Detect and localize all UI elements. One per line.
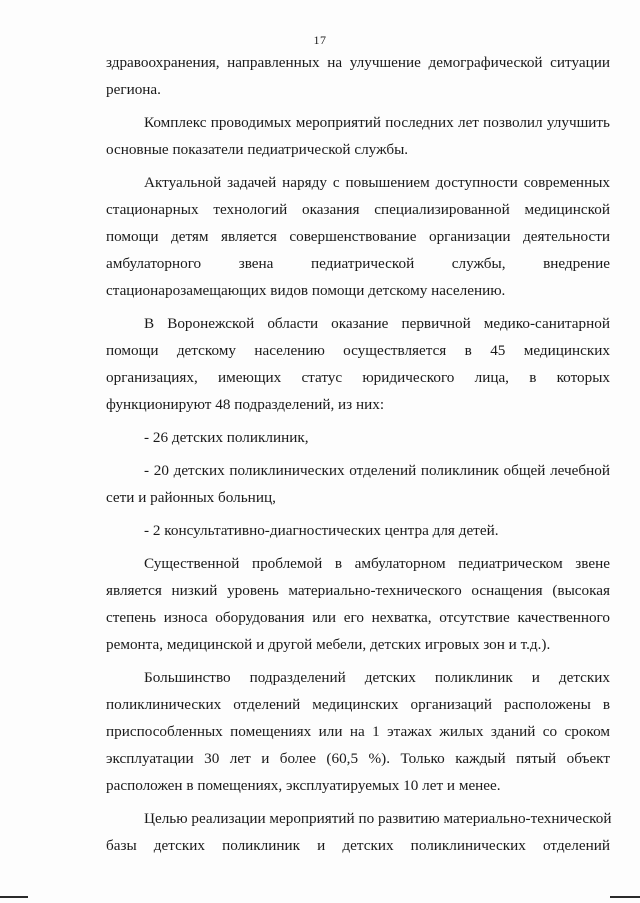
text-line: Целью реализации мероприятий по развитию материально-технической: [144, 810, 612, 827]
text-line: Актуальной задачей наряду с повышением доступности современных: [144, 174, 610, 191]
document-body: [106, 49, 610, 859]
text-line: региона.: [106, 81, 161, 98]
scan-artifact: [610, 896, 640, 898]
text-line: амбулаторного звена педиатрической службы, внедрение: [106, 255, 610, 272]
text-line: функционируют 48 подразделений, из них:: [106, 396, 385, 413]
text-line: Большинство подразделений детских поликлиник и детских: [144, 669, 610, 686]
text-line: помощи детям является совершенствование организации деятельности: [106, 228, 610, 245]
text-line: В Воронежской области оказание первичной медико-санитарной: [144, 315, 610, 332]
text-line: сети и районных больниц,: [106, 489, 276, 506]
scan-artifact: [0, 896, 28, 898]
text-line: ремонта, медицинской и другой мебели, детских игровых зон и т.д.).: [106, 636, 551, 653]
page-number: 17: [313, 33, 327, 47]
text-line: приспособленных помещениях или на 1 этажах жилых зданий со сроком: [106, 723, 610, 740]
text-line: стационарозамещающих видов помощи детскому населению.: [106, 282, 506, 299]
text-line: стационарных технологий оказания специализированной медицинской: [106, 201, 610, 218]
text-line: является низкий уровень материально-технического оснащения (высокая: [106, 582, 610, 599]
text-line: базы детских поликлиник и детских поликлинических отделений: [106, 837, 610, 854]
text-line: эксплуатации 30 лет и более (60,5 %). Только каждый пятый объект: [106, 750, 610, 767]
text-line: здравоохранения, направленных на улучшение демографической ситуации: [106, 54, 610, 71]
text-line: - 26 детских поликлиник,: [144, 429, 309, 446]
text-line: Комплекс проводимых мероприятий последних лет позволил улучшить: [144, 114, 610, 131]
text-line: основные показатели педиатрической службы.: [106, 141, 409, 158]
text-line: Существенной проблемой в амбулаторном педиатрическом звене: [144, 555, 610, 572]
text-line: помощи детскому населению осуществляется в 45 медицинских: [106, 342, 610, 359]
text-line: - 2 консультативно-диагностических центра для детей.: [144, 522, 499, 539]
text-line: - 20 детских поликлинических отделений поликлиник общей лечебной: [144, 462, 610, 479]
text-line: степень износа оборудования или его нехватка, отсутствие качественного: [106, 609, 610, 626]
text-line: расположен в помещениях, эксплуатируемых 10 лет и менее.: [106, 777, 501, 794]
text-line: поликлинических отделений медицинских организаций расположены в: [106, 696, 610, 713]
text-line: организациях, имеющих статус юридического лица, в которых: [106, 369, 610, 386]
